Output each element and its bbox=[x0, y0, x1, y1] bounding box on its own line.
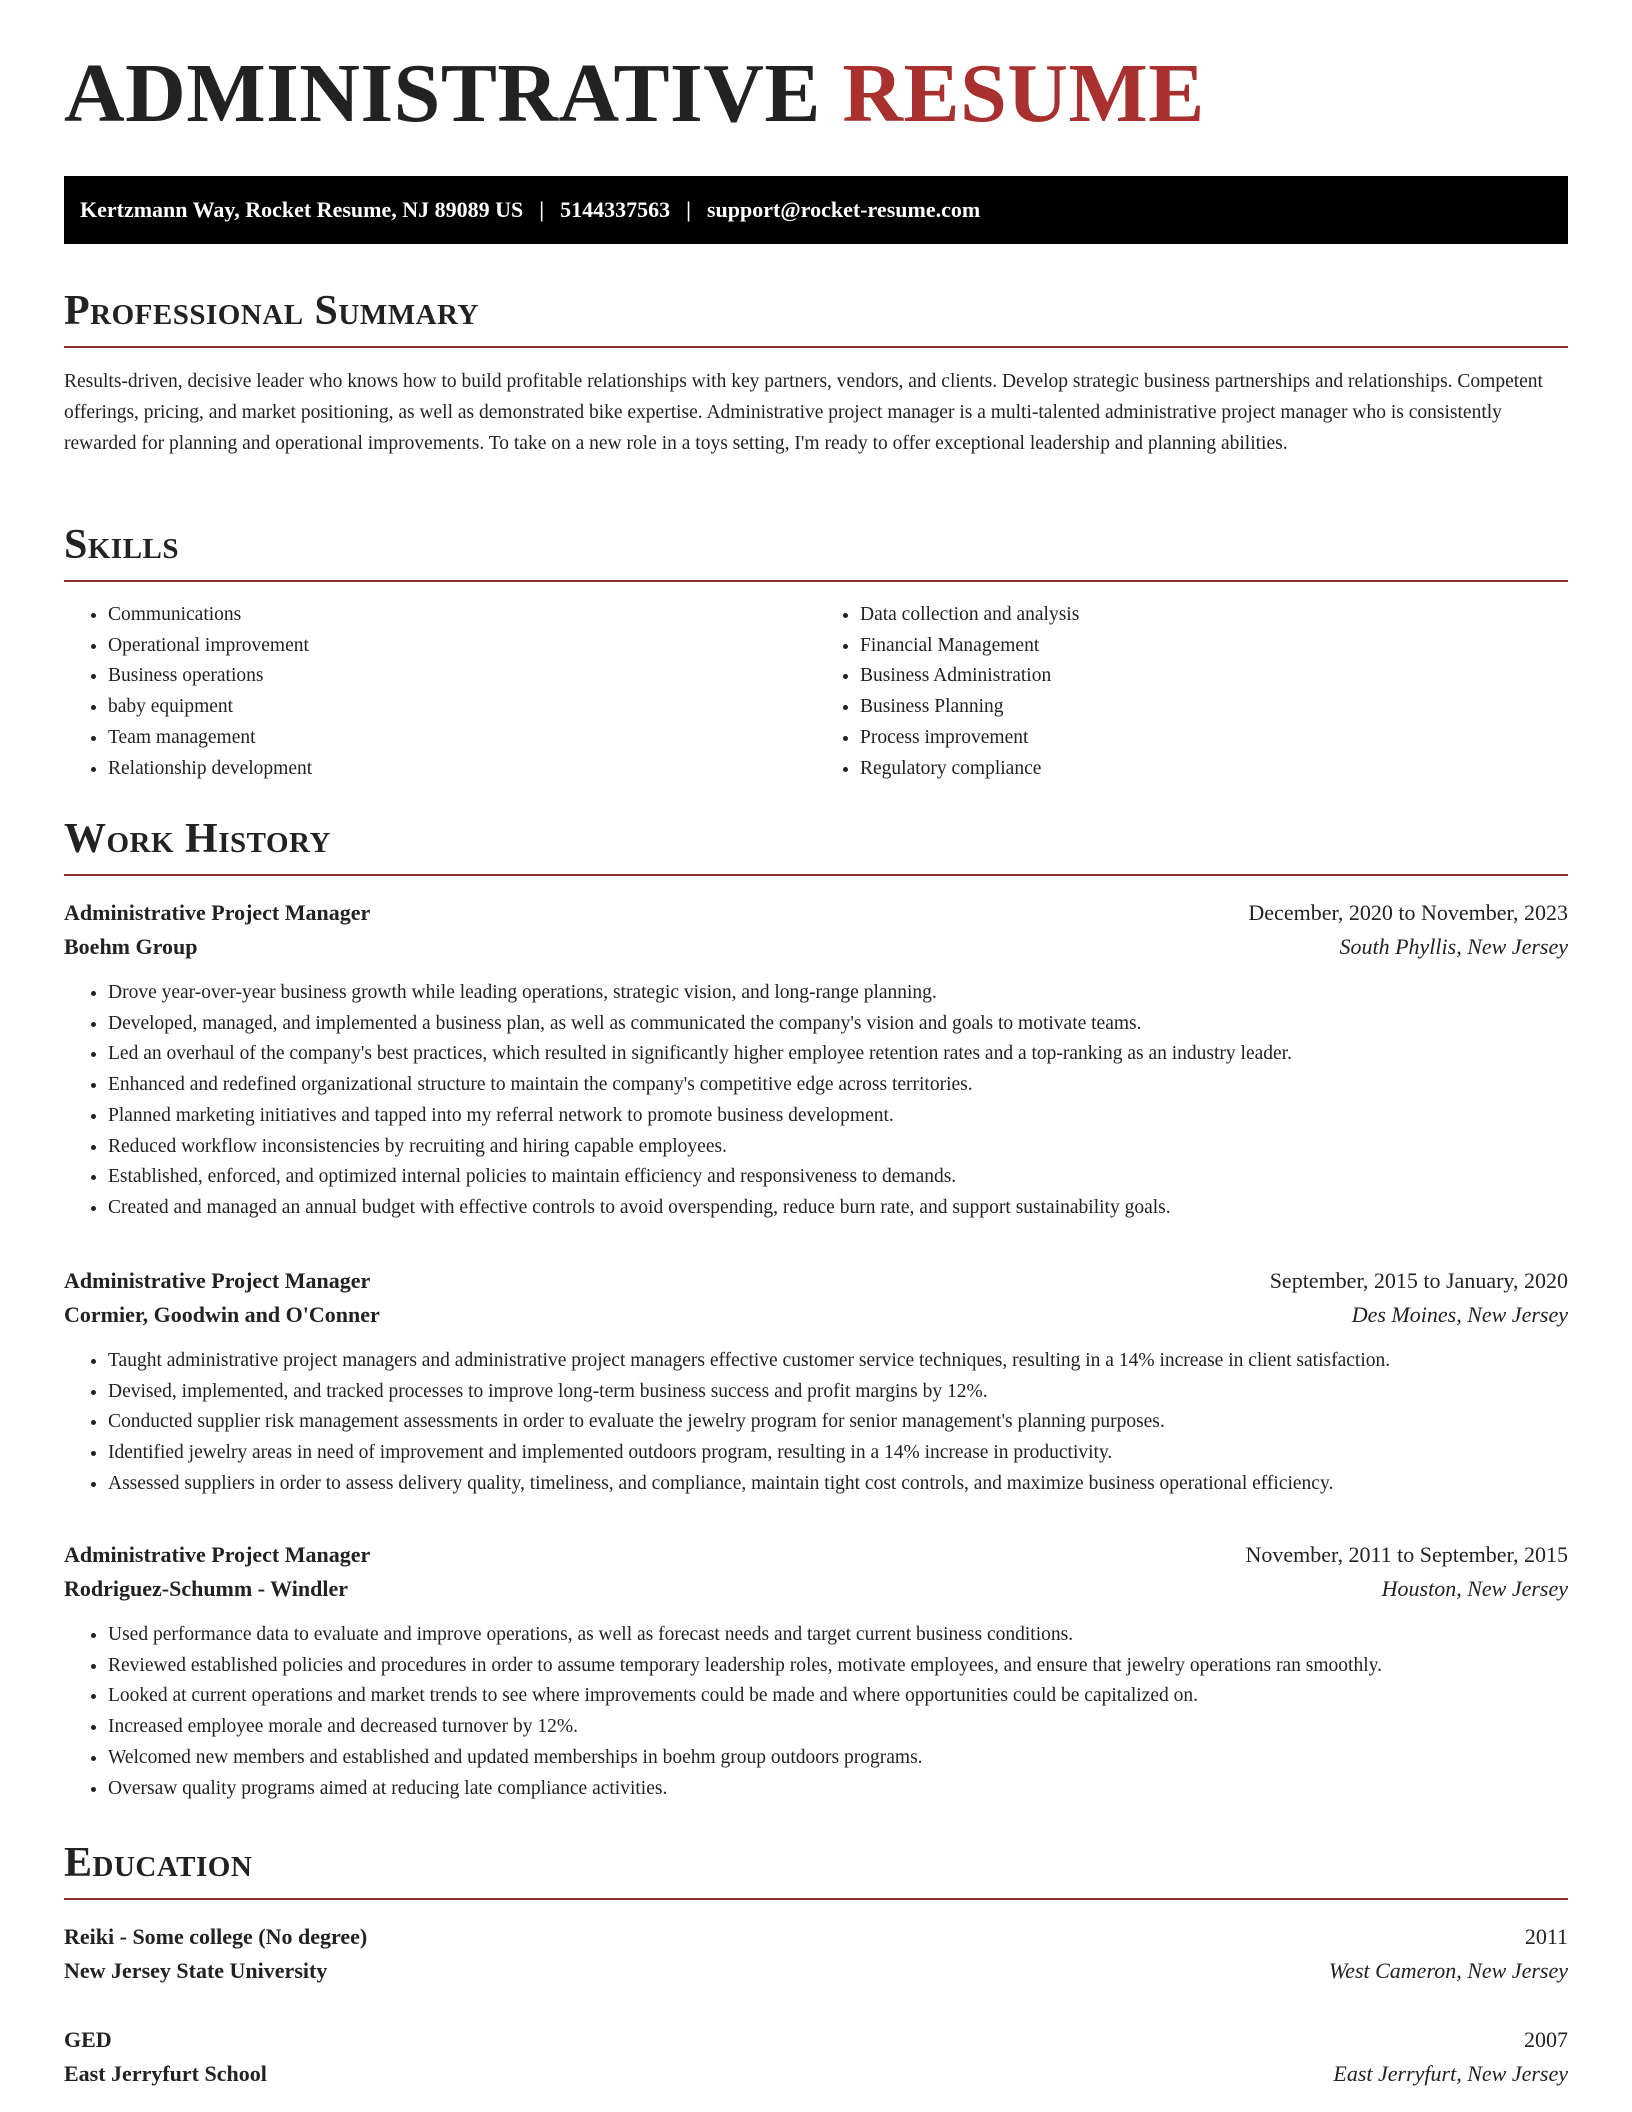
education-school: New Jersey State University bbox=[64, 1958, 328, 1983]
summary-section bbox=[64, 290, 1568, 459]
skill-item: • baby equipment bbox=[108, 692, 816, 723]
section-heading: Education bbox=[64, 1842, 1568, 1900]
job-bullet: • Oversaw quality programs aimed at reducing late compliance activities. bbox=[108, 1774, 1568, 1805]
education-degree: GED bbox=[64, 2027, 112, 2052]
education-location: West Cameron, New Jersey bbox=[1328, 1958, 1568, 1983]
skill-item: • Communications bbox=[108, 600, 816, 631]
job-bullet: • Identified jewelry areas in need of improvement and implemented outdoors program, resulting in a 14% increase in productivity. bbox=[108, 1438, 1568, 1469]
job-company-row bbox=[64, 1302, 1568, 1328]
job-bullet: • Reviewed established policies and procedures in order to assume temporary leadership roles, motivate employees, and ensure that jewelry operations ran smoothly. bbox=[108, 1651, 1568, 1682]
job-bullet: • Used performance data to evaluate and improve operations, as well as forecast needs and target current business conditions. bbox=[108, 1620, 1568, 1651]
section-heading: Skills bbox=[64, 524, 1568, 582]
job-bullet: • Looked at current operations and market trends to see where improvements could be made and where opportunities could be capitalized on. bbox=[108, 1681, 1568, 1712]
skills-column-right bbox=[816, 600, 1568, 784]
education-degree: Reiki - Some college (No degree) bbox=[64, 1924, 368, 1949]
job-bullets bbox=[64, 1346, 1568, 1500]
education-entry bbox=[64, 1924, 1568, 1984]
job-bullet: • Increased employee morale and decreased turnover by 12%. bbox=[108, 1712, 1568, 1743]
job-bullets bbox=[64, 1620, 1568, 1804]
education-school-row bbox=[64, 1958, 1568, 1984]
job-bullet: • Welcomed new members and established and updated memberships in boehm group outdoors programs. bbox=[108, 1743, 1568, 1774]
skill-item: • Business operations bbox=[108, 661, 816, 692]
job-entry bbox=[64, 1268, 1568, 1500]
skill-item: • Data collection and analysis bbox=[860, 600, 1568, 631]
job-location: South Phyllis, New Jersey bbox=[1339, 934, 1568, 959]
skill-item: • Operational improvement bbox=[108, 631, 816, 662]
job-entry bbox=[64, 1542, 1568, 1804]
job-bullet: • Assessed suppliers in order to assess delivery quality, timeliness, and compliance, maintain tight cost controls, and maximize business operational efficiency. bbox=[108, 1469, 1568, 1500]
job-bullet: • Developed, managed, and implemented a business plan, as well as communicated the company's vision and goals to motivate teams. bbox=[108, 1009, 1568, 1040]
email: support@rocket-resume.com bbox=[706, 197, 981, 222]
job-company: Cormier, Goodwin and O'Conner bbox=[64, 1302, 380, 1327]
job-location: Des Moines, New Jersey bbox=[1351, 1302, 1568, 1327]
education-year: 2011 bbox=[1524, 1924, 1568, 1949]
job-bullet: • Planned marketing initiatives and tapped into my referral network to promote business development. bbox=[108, 1101, 1568, 1132]
address: Kertzmann Way, Rocket Resume, NJ 89089 US bbox=[80, 197, 524, 222]
education-school: East Jerryfurt School bbox=[64, 2061, 267, 2086]
job-bullet: • Created and managed an annual budget with effective controls to avoid overspending, reduce burn rate, and support sustainability goals. bbox=[108, 1193, 1568, 1224]
job-bullet: • Devised, implemented, and tracked processes to improve long-term business success and profit margins by 12%. bbox=[108, 1377, 1568, 1408]
phone: 5144337563 bbox=[560, 197, 671, 222]
work-history-section bbox=[64, 818, 1568, 876]
job-bullet: • Drove year-over-year business growth while leading operations, strategic vision, and long-range planning. bbox=[108, 978, 1568, 1009]
education-year: 2007 bbox=[1524, 2027, 1568, 2052]
skills-list bbox=[64, 600, 1568, 784]
education-school-row bbox=[64, 2061, 1568, 2087]
job-header-row bbox=[64, 1542, 1568, 1568]
job-company: Boehm Group bbox=[64, 934, 198, 959]
job-bullet: • Taught administrative project managers and administrative project managers effective customer service techniques, resulting in a 14% increase in client satisfaction. bbox=[108, 1346, 1568, 1377]
job-bullet: • Reduced workflow inconsistencies by recruiting and hiring capable employees. bbox=[108, 1132, 1568, 1163]
job-bullet: • Enhanced and redefined organizational structure to maintain the company's competitive edge across territories. bbox=[108, 1070, 1568, 1101]
job-bullet: • Led an overhaul of the company's best practices, which resulted in significantly higher employee retention rates and a top-ranking as an industry leader. bbox=[108, 1039, 1568, 1070]
job-bullet: • Conducted supplier risk management assessments in order to evaluate the jewelry program for senior management's planning purposes. bbox=[108, 1407, 1568, 1438]
skill-item: • Team management bbox=[108, 723, 816, 754]
section-heading: Professional Summary bbox=[64, 290, 1568, 348]
skill-item: • Business Planning bbox=[860, 692, 1568, 723]
skill-item: • Regulatory compliance bbox=[860, 754, 1568, 785]
separator: | bbox=[539, 197, 545, 222]
skill-item: • Relationship development bbox=[108, 754, 816, 785]
resume-title bbox=[64, 47, 1205, 140]
job-title: Administrative Project Manager bbox=[64, 1268, 371, 1293]
summary-text: Results-driven, decisive leader who knows how to build profitable relationships with key partners, vendors, and clients. Develop strategic business partnerships and relationships. Competent offerings, pricing, and market positioning, as well as demonstrated bike expertise. Administrative project manager is a multi-talented administrative project manager who is consistently rewarded for planning and operational improvements. To take on a new role in a toys setting, I'm ready to offer exceptional leadership and planning abilities. bbox=[64, 371, 1543, 454]
education-header-row bbox=[64, 1924, 1568, 1950]
education-section bbox=[64, 1842, 1568, 1900]
section-heading: Work History bbox=[64, 818, 1568, 876]
job-company-row bbox=[64, 1576, 1568, 1602]
skill-item: • Process improvement bbox=[860, 723, 1568, 754]
job-location: Houston, New Jersey bbox=[1381, 1576, 1568, 1601]
job-dates: November, 2011 to September, 2015 bbox=[1245, 1542, 1568, 1567]
job-dates: December, 2020 to November, 2023 bbox=[1248, 900, 1568, 925]
job-dates: September, 2015 to January, 2020 bbox=[1269, 1268, 1568, 1293]
job-header-row bbox=[64, 900, 1568, 926]
job-company-row bbox=[64, 934, 1568, 960]
title-part-1: ADMINISTRATIVE bbox=[64, 47, 821, 140]
skills-column-left bbox=[64, 600, 816, 784]
job-bullets bbox=[64, 978, 1568, 1224]
separator: | bbox=[686, 197, 691, 222]
title-part-2: RESUME bbox=[842, 47, 1205, 140]
education-entry bbox=[64, 2027, 1568, 2087]
job-header-row bbox=[64, 1268, 1568, 1294]
education-location: East Jerryfurt, New Jersey bbox=[1333, 2061, 1568, 2086]
job-title: Administrative Project Manager bbox=[64, 1542, 371, 1567]
job-title: Administrative Project Manager bbox=[64, 900, 371, 925]
job-entry bbox=[64, 900, 1568, 1224]
skill-item: • Financial Management bbox=[860, 631, 1568, 662]
skills-section bbox=[64, 524, 1568, 784]
job-company: Rodriguez-Schumm - Windler bbox=[64, 1576, 348, 1601]
contact-bar bbox=[64, 176, 1568, 244]
job-bullet: • Established, enforced, and optimized internal policies to maintain efficiency and responsiveness to demands. bbox=[108, 1162, 1568, 1193]
skill-item: • Business Administration bbox=[860, 661, 1568, 692]
education-header-row bbox=[64, 2027, 1568, 2053]
